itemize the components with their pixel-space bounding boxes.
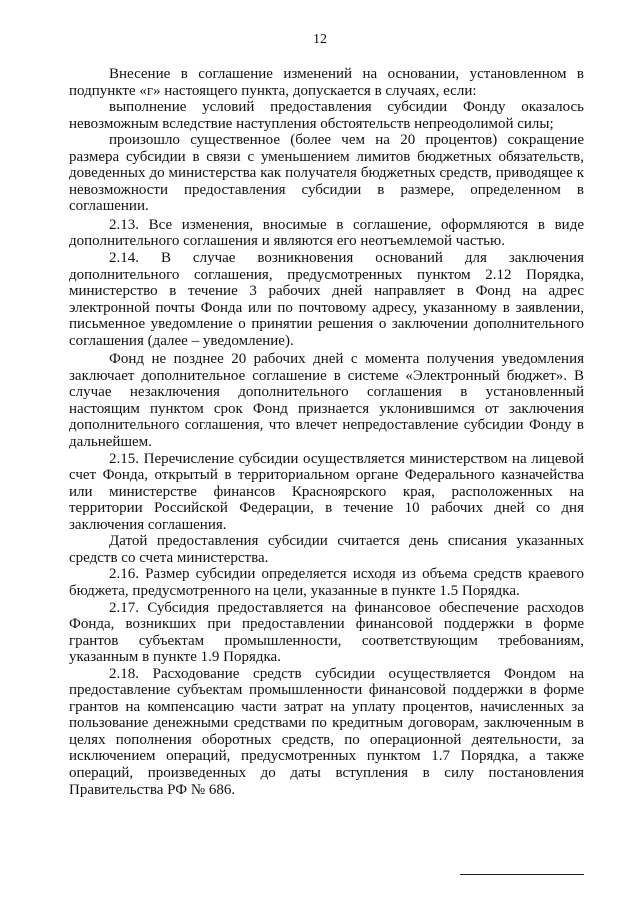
- paragraph-subsidy-reduction: произошло существенное (более чем на 20 процентов) сокращение размера субсидии в связи с уменьшением лимитов бюджетных обязательств, доведенных до министерства как получателя бюджетных средств, приводящее к невозможности предоставления субсидии в размере, определенном в соглашении.: [69, 132, 584, 215]
- paragraph-force-majeure: выполнение условий предоставления субсидии Фонду оказалось невозможным вследствие наступления обстоятельств непреодолимой силы;: [69, 99, 584, 132]
- paragraph-2-13: 2.13. Все изменения, вносимые в соглашение, оформляются в виде дополнительного соглашения и являются его неотъемлемой частью.: [69, 216, 584, 250]
- paragraph-amendment-grounds: Внесение в соглашение изменений на основании, установленном в подпункте «г» настоящего пункта, допускается в случаях, если:: [69, 66, 584, 99]
- footer-divider: [460, 874, 584, 875]
- document-body: [69, 66, 584, 798]
- paragraph-2-16: 2.16. Размер субсидии определяется исходя из объема средств краевого бюджета, предусмотренного на цели, указанные в пункте 1.5 Порядка.: [69, 566, 584, 599]
- paragraph-2-18: 2.18. Расходование средств субсидии осуществляется Фондом на предоставление субъектам промышленности финансовой поддержки в форме грантов на компенсацию части затрат на уплату процентов, начисленных за пользование денежными средствами по кредитным договорам, заключенным в целях пополнения оборотных средств, по операционной деятельности, за исключением операций, предусмотренных пунктом 1.7 Порядка, а также операций, произведенных до даты вступления в силу постановления Правительства РФ № 686.: [69, 665, 584, 798]
- page-number: 12: [313, 32, 327, 47]
- paragraph-2-17: 2.17. Субсидия предоставляется на финансовое обеспечение расходов Фонда, возникших при предоставлении финансовой поддержки в форме грантов субъектам промышленности, соответствующим требованиям, указанным в пункте 1.9 Порядка.: [69, 599, 584, 666]
- paragraph-2-15: 2.15. Перечисление субсидии осуществляется министерством на лицевой счет Фонда, открытый в территориальном органе Федерального казначейства или министерстве финансов Красноярского края, расположенных на территории Российской Федерации, в течение 10 рабочих дней со дня заключения соглашения.: [69, 450, 584, 533]
- paragraph-2-14: 2.14. В случае возникновения оснований для заключения дополнительного соглашения, предусмотренных пунктом 2.12 Порядка, министерство в течение 3 рабочих дней направляет в Фонд на адрес электронной почты Фонда или по почтовому адресу, указанному в заявлении, письменное уведомление о принятии решения о заключении дополнительного соглашения (далее – уведомление).: [69, 250, 584, 349]
- paragraph-date-of-subsidy: Датой предоставления субсидии считается день списания указанных средств со счета министерства.: [69, 533, 584, 566]
- paragraph-fund-agreement: Фонд не позднее 20 рабочих дней с момента получения уведомления заключает дополнительное соглашение в системе «Электронный бюджет». В случае незаключения дополнительного соглашения в установленный настоящим пунктом срок Фонд признается уклонившимся от заключения дополнительного соглашения, что влечет непредоставление субсидии Фонду в дальнейшем.: [69, 351, 584, 451]
